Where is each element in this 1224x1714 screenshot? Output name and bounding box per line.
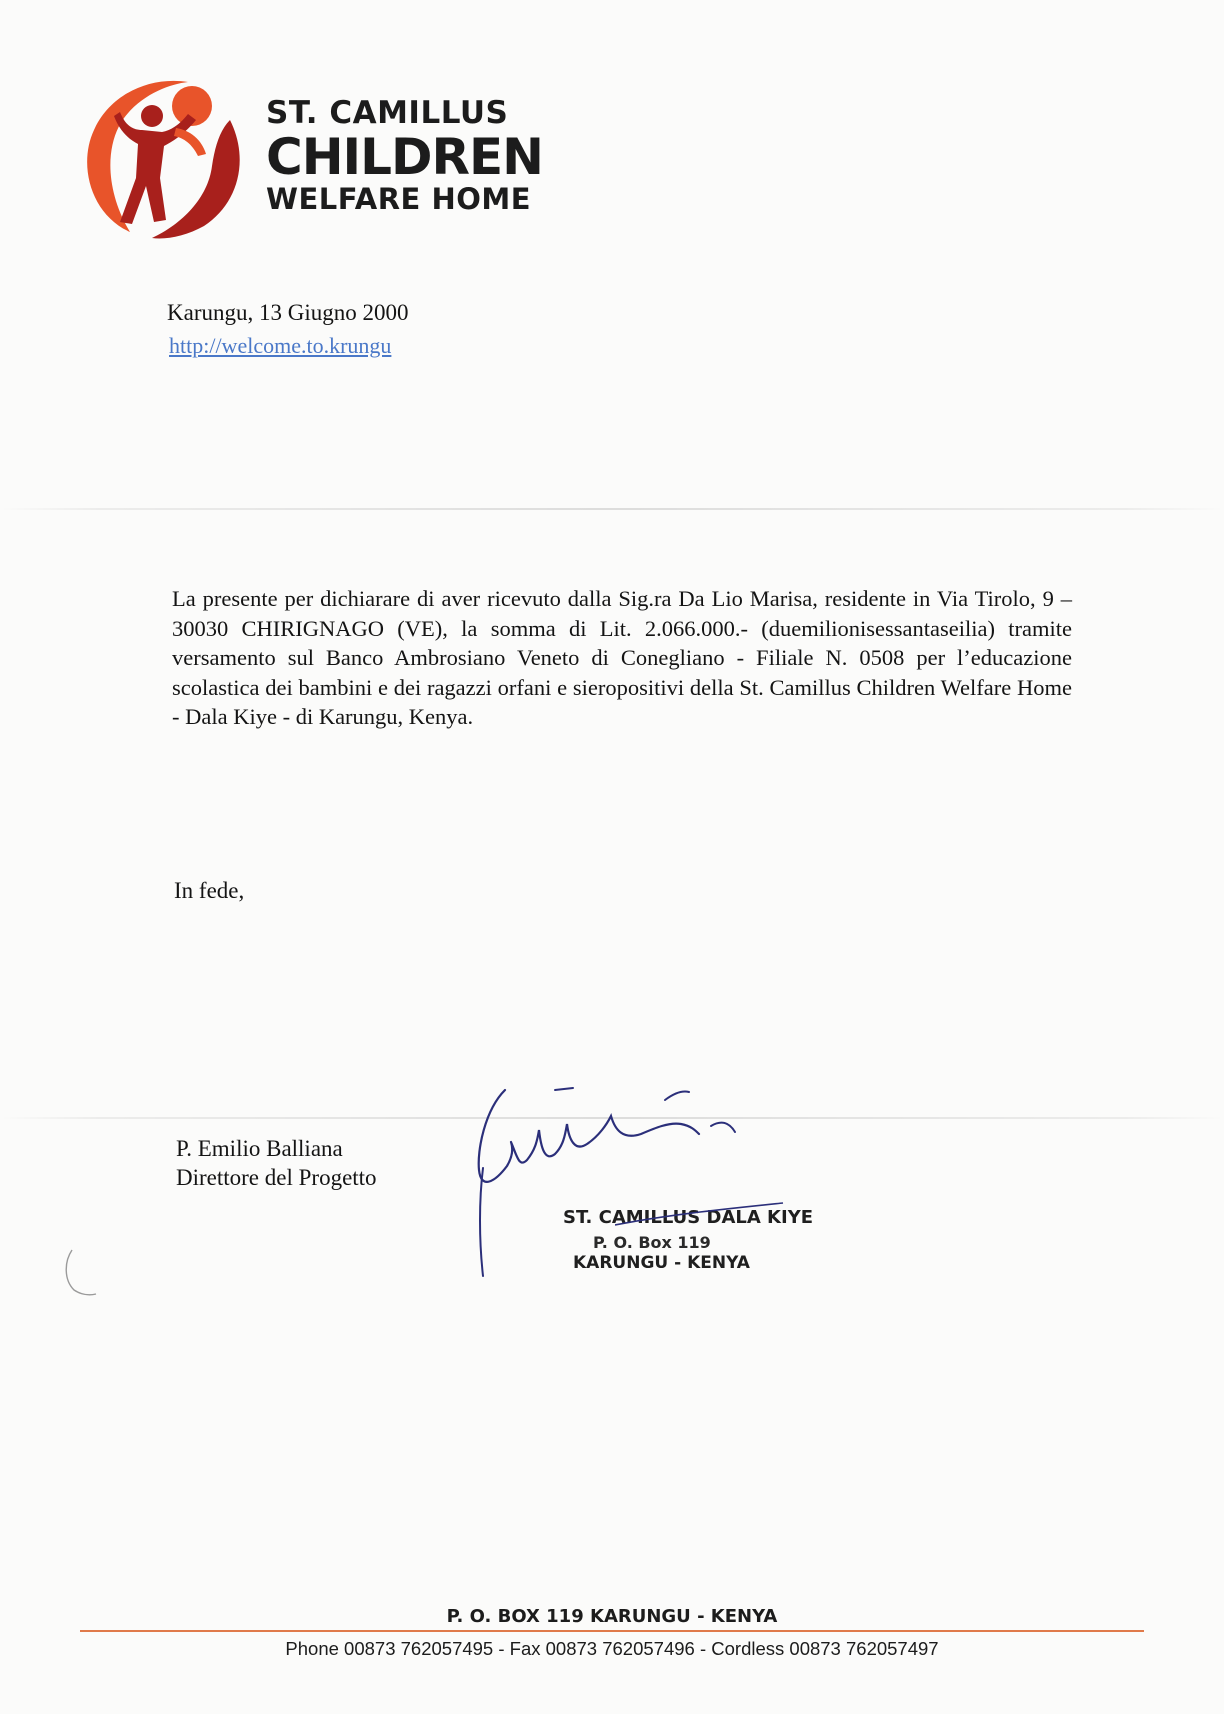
letter-body: La presente per dichiarare di aver ricevuto dalla Sig.ra Da Lio Marisa, residente in Via Tirolo, 9 – 30030 CHIRIGNAGO (VE), la somma di Lit. 2.066.000.- (duemilionisessantaseilia) tramite versamento sul Banco Ambrosiano Veneto di Conegliano - Filiale N. 0508 per l’educazione scolastica dei bambini e dei ragazzi orfani e sieropositivi della St. Camillus Children Welfare Home - Dala Kiye - di Karungu, Kenya. — [172, 586, 1072, 729]
website-link[interactable]: http://welcome.to.krungu — [169, 333, 392, 358]
children-logo-icon — [80, 74, 250, 244]
logo-title-line1: ST. CAMILLUS — [266, 95, 509, 131]
stamp-strike-icon — [615, 1201, 785, 1231]
footer-contact: Phone 00873 762057495 - Fax 00873 762057496 - Cordless 00873 762057497 — [285, 1638, 939, 1659]
paper-fold-line-top — [0, 508, 1224, 510]
letter-date: Karungu, 13 Giugno 2000 — [167, 300, 409, 325]
footer-address: P. O. BOX 119 KARUNGU - KENYA — [446, 1606, 778, 1627]
organization-logo — [80, 74, 544, 244]
letter-closing: In fede, — [174, 878, 245, 903]
signer-name: P. Emilio Balliana — [176, 1136, 343, 1161]
stamp-line2: P. O. Box 119 — [593, 1233, 711, 1252]
stamp-line3: KARUNGU - KENYA — [573, 1253, 750, 1273]
logo-title-line2: CHILDREN — [266, 128, 544, 186]
paper-edge-mark-icon — [60, 1248, 100, 1298]
signer-title: Direttore del Progetto — [176, 1165, 377, 1190]
logo-title-line3: WELFARE HOME — [266, 182, 532, 216]
footer-divider — [80, 1630, 1144, 1632]
stamp-line1: ST. CAMILLUS DALA KIYE — [563, 1207, 814, 1228]
